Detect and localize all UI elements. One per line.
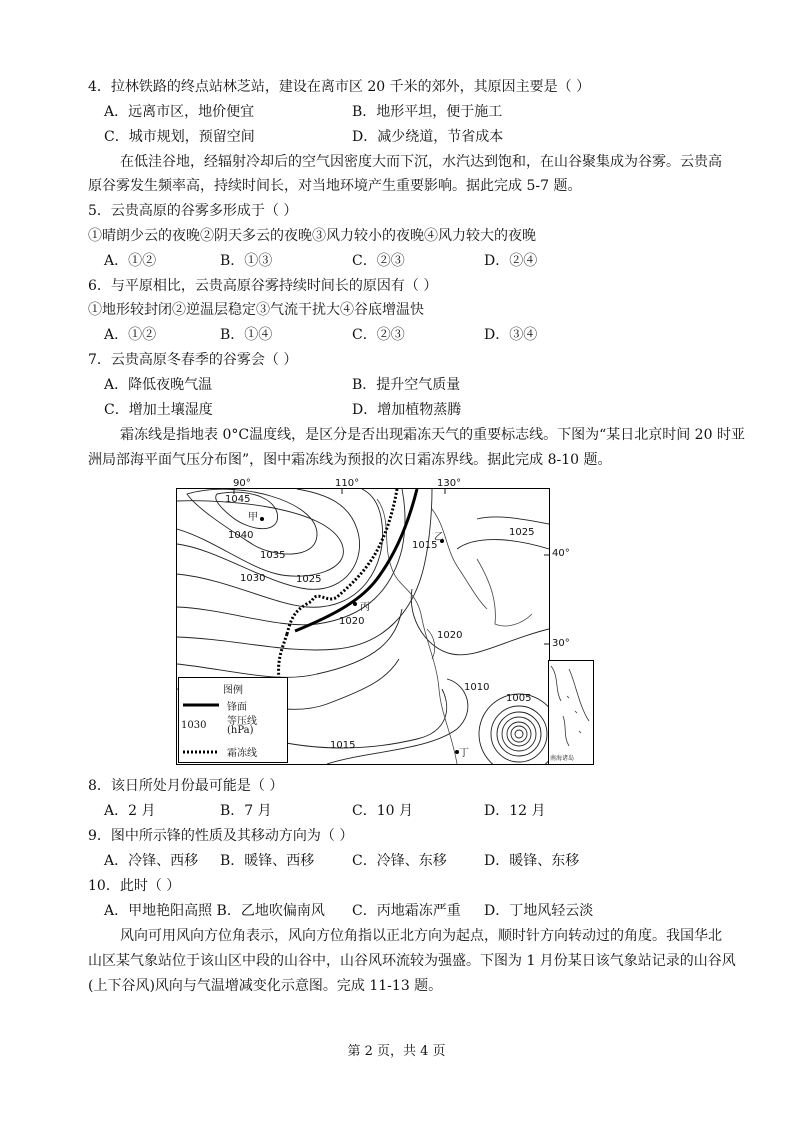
isobar-label-1040: 1040 [228, 530, 254, 541]
coastline-korea [432, 509, 487, 609]
q6-option-a: A．①② [104, 327, 157, 343]
isobar-label-1015-north: 1015 [412, 540, 438, 551]
isobar-label-1015-south: 1015 [330, 740, 356, 751]
intro-8-10-line1: 霜冻线是指地表 0°C温度线，是区分是否出现霜冻天气的重要标志线。下图为“某日北京时间 20 时亚 [120, 427, 745, 443]
isobar-label-1020-west: 1020 [339, 616, 365, 627]
lon-110-label: 110° [335, 478, 360, 489]
isobar-south-b [327, 679, 468, 764]
q5-stem: 5．云贵高原的谷雾多形成于（ ） [88, 203, 298, 219]
coastline-japan [477, 559, 532, 626]
legend-frost-label: 霜冻线 [227, 748, 257, 759]
isobar-label-1025-east: 1025 [509, 527, 535, 538]
inset-drawing [549, 661, 593, 764]
legend-frost-symbol [183, 748, 223, 756]
q6-choices: ①地形较封闭②逆温层稳定③气流干扰大④谷底增温快 [88, 302, 424, 318]
frost-line-south [279, 634, 287, 679]
q4-option-d: D．减少绕道，节省成本 [352, 129, 504, 145]
q8-option-c: C．10 月 [352, 803, 413, 819]
intro-11-13-line2: 山区某气象站位于该山区中段的山谷中，山谷风环流较为强盛。下图为 1 月份某日该气象站记录的山谷风 [88, 953, 736, 969]
q10-option-d: D．丁地风轻云淡 [484, 903, 594, 919]
intro-8-10-line2: 洲局部海平面气压分布图”，图中霜冻线为预报的次日霜冻界线。据此完成 8-10 题。 [88, 452, 612, 468]
q6-stem: 6．与平原相比，云贵高原谷雾持续时间长的原因有（ ） [88, 278, 438, 294]
lon-90-label: 90° [233, 478, 251, 489]
isobar-inner-a [177, 609, 402, 677]
isobar-1025-west [177, 489, 383, 607]
intro-5-7-line1: 在低洼谷地，经辐射冷却后的空气因密度大而下沉，水汽达到饱和，在山谷聚集成为谷雾。云贵高 [120, 154, 722, 170]
q5-option-c: C．②③ [352, 253, 405, 269]
q6-option-b: B．①④ [220, 327, 273, 343]
q7-option-c: C．增加土壤湿度 [104, 402, 213, 418]
q9-option-d: D．暖锋、东移 [484, 853, 580, 869]
q5-choices: ①晴朗少云的夜晚②阴天多云的夜晚③风力较小的夜晚④风力较大的夜晚 [88, 228, 536, 244]
label-bing: 丙 [360, 602, 370, 613]
q9-stem: 9．图中所示锋的性质及其移动方向为（ ） [88, 828, 354, 844]
q7-stem: 7．云贵高原冬春季的谷雾会（ ） [88, 352, 298, 368]
frost-line [287, 489, 397, 634]
q6-option-c: C．②③ [352, 327, 405, 343]
point-jia [260, 517, 264, 521]
isobar-east-b [457, 540, 549, 549]
isobar-label-1005: 1005 [506, 693, 532, 704]
q8-option-a: A．2 月 [104, 803, 156, 819]
isobar-label-1030: 1030 [240, 573, 266, 584]
q9-option-c: C．冷锋、东移 [352, 853, 447, 869]
q7-option-d: D．增加植物蒸腾 [352, 402, 462, 418]
isobar-label-1045: 1045 [225, 494, 251, 505]
q7-option-a: A．降低夜晚气温 [104, 377, 213, 393]
q8-option-b: B．7 月 [220, 803, 272, 819]
isobar-label-1035: 1035 [260, 550, 286, 561]
label-ding: 丁 [459, 748, 469, 759]
q4-option-c: C．城市规划，预留空间 [104, 129, 255, 145]
legend-title: 图例 [223, 685, 243, 696]
q4-stem: 4．拉林铁路的终点站林芝站，建设在离市区 20 千米的郊外，其原因主要是（ ） [88, 79, 591, 95]
legend-front-symbol [183, 701, 223, 709]
isobar-label-1025-west: 1025 [296, 574, 322, 585]
isobar-1025-east [477, 517, 549, 524]
q8-option-d: D．12 月 [484, 803, 546, 819]
q4-option-a: A．远离市区，地价便宜 [104, 104, 255, 120]
label-jia: 甲 [248, 512, 258, 523]
q6-option-d: D．③④ [484, 327, 538, 343]
isobar-label-1020-east: 1020 [437, 630, 463, 641]
q10-option-c: C．丙地霜冻严重 [352, 903, 461, 919]
intro-11-13-line3: (上下谷风)风向与气温增减变化示意图。完成 11-13 题。 [88, 978, 443, 994]
lat-30-label: 30° [552, 638, 570, 649]
q8-stem: 8．该日所处月份最可能是（ ） [88, 778, 284, 794]
intro-5-7-line2: 原谷雾发生频率高，持续时间长，对当地环境产生重要影响。据此完成 5-7 题。 [88, 178, 582, 194]
q9-option-a: A．冷锋、西移 [104, 853, 199, 869]
q10-stem: 10．此时（ ） [88, 878, 181, 894]
lon-130-label: 130° [437, 478, 462, 489]
legend-isobar-label: 等压线 [227, 716, 257, 727]
label-yi: 乙 [434, 532, 444, 543]
q5-option-d: D．②④ [484, 253, 538, 269]
q5-option-b: B．①③ [220, 253, 273, 269]
page-footer: 第 2 页，共 4 页 [347, 1044, 446, 1059]
q7-option-b: B．提升空气质量 [352, 377, 461, 393]
isobar-1020-east [411, 589, 549, 655]
legend-front-label: 锋面 [227, 702, 247, 713]
isobar-1015-south [267, 689, 447, 748]
map-legend [178, 677, 288, 763]
isobar-1005 [491, 706, 547, 762]
intro-11-13-line1: 风向可用风向方位角表示，风向方位角指以正北方向为起点，顺时针方向转动过的角度。我国华北 [120, 928, 722, 944]
q4-option-b: B．地形平坦，便于施工 [352, 104, 503, 120]
south-china-sea-inset [548, 660, 594, 765]
q5-option-a: A．①② [104, 253, 157, 269]
inset-label: 南海诸岛 [550, 755, 575, 762]
q10-option-a-b: A．甲地艳阳高照 B．乙地吹偏南风 [104, 903, 325, 919]
isobar-1030 [177, 489, 360, 589]
isobar-label-1010: 1010 [464, 682, 490, 693]
isobar-1035 [177, 501, 343, 576]
point-bing [353, 602, 357, 606]
q9-option-b: B．暖锋、西移 [220, 853, 315, 869]
legend-isobar-value: 1030 [181, 720, 207, 731]
lat-40-label: 40° [552, 548, 570, 559]
legend-isobar-unit: (hPa) [227, 725, 254, 736]
